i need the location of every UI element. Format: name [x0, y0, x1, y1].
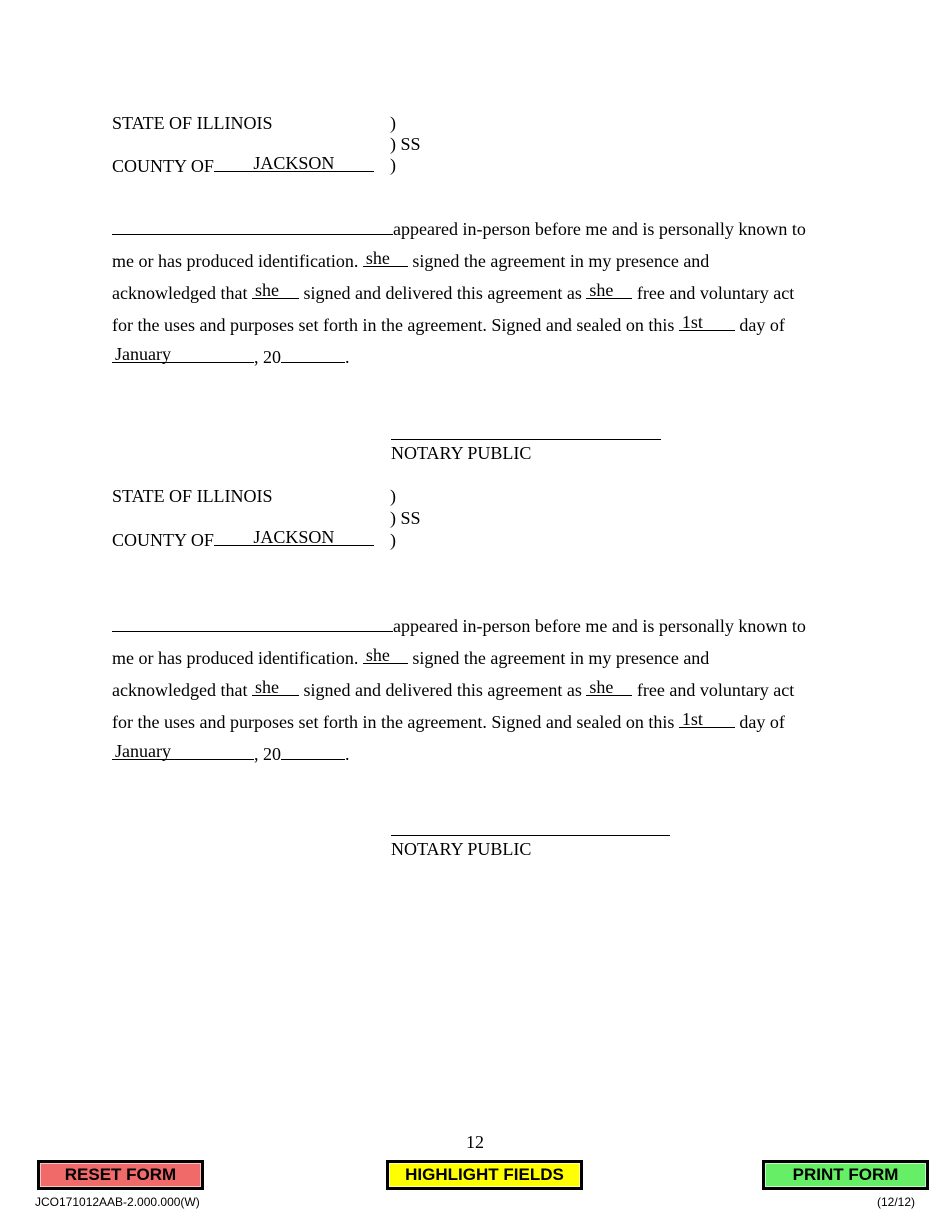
print-form-button[interactable]	[762, 1160, 929, 1190]
highlight-fields-label: HIGHLIGHT FIELDS	[389, 1163, 580, 1187]
year-field[interactable]	[281, 346, 345, 363]
ss-paren-bottom: )	[390, 155, 396, 175]
year-prefix: , 20	[254, 347, 281, 367]
notary-signature-line	[391, 439, 661, 440]
year-field[interactable]	[281, 743, 345, 760]
notary-label: NOTARY PUBLIC	[391, 443, 532, 463]
pronoun-field-2[interactable]	[252, 679, 299, 696]
line3-text-b: signed and delivered this agreement as	[303, 680, 582, 700]
line4-text-b: day of	[739, 315, 785, 335]
pronoun-field-1[interactable]	[363, 647, 408, 664]
ss-label: ) SS	[390, 134, 421, 154]
paragraph-line-1	[112, 615, 806, 637]
line4-text-b: day of	[739, 712, 785, 732]
paragraph-line-5	[112, 346, 350, 368]
paragraph-line-2	[112, 647, 709, 669]
ss-label: ) SS	[390, 508, 421, 528]
county-line	[112, 529, 374, 551]
paragraph-line-4	[112, 314, 785, 336]
pronoun-value-3: she	[589, 280, 614, 300]
period: .	[345, 347, 350, 367]
paragraph-line-3	[112, 679, 794, 701]
form-id: JCO171012AAB-2.000.000(W)	[35, 1195, 200, 1209]
page-number: 12	[466, 1132, 484, 1152]
state-label: STATE OF ILLINOIS	[112, 486, 273, 506]
pronoun-value-2: she	[254, 280, 279, 300]
line1-text: appeared in-person before me and is personally known to	[393, 219, 806, 239]
county-value: JACKSON	[253, 527, 335, 547]
county-field[interactable]	[214, 155, 374, 172]
pronoun-field-3[interactable]	[586, 282, 632, 299]
day-field[interactable]	[679, 711, 735, 728]
state-label: STATE OF ILLINOIS	[112, 113, 273, 133]
paragraph-line-3	[112, 282, 794, 304]
county-label: COUNTY OF	[112, 530, 214, 550]
pronoun-field-1[interactable]	[363, 250, 408, 267]
paragraph-line-5	[112, 743, 350, 765]
paragraph-line-4	[112, 711, 785, 733]
month-value: January	[115, 344, 171, 364]
line2-text-a: me or has produced identification.	[112, 251, 359, 271]
day-value: 1st	[681, 709, 703, 729]
page-count: (12/12)	[877, 1195, 916, 1209]
line2-text-b: signed the agreement in my presence and	[412, 648, 710, 668]
month-field[interactable]	[112, 346, 254, 363]
month-field[interactable]	[112, 743, 254, 760]
line2-text-a: me or has produced identification.	[112, 648, 359, 668]
pronoun-value-1: she	[365, 248, 390, 268]
line3-text-b: signed and delivered this agreement as	[303, 283, 582, 303]
day-field[interactable]	[679, 314, 735, 331]
line3-text-a: acknowledged that	[112, 680, 248, 700]
paragraph-line-2	[112, 250, 709, 272]
pronoun-value-3: she	[589, 677, 614, 697]
name-field[interactable]	[112, 615, 393, 632]
name-field[interactable]	[112, 218, 393, 235]
county-field[interactable]	[214, 529, 374, 546]
reset-form-button[interactable]	[37, 1160, 204, 1190]
ss-paren-top: )	[390, 113, 396, 133]
notary-signature-line	[391, 835, 670, 836]
county-line	[112, 155, 374, 177]
pronoun-field-3[interactable]	[586, 679, 632, 696]
year-prefix: , 20	[254, 744, 281, 764]
county-label: COUNTY OF	[112, 156, 214, 176]
paragraph-line-1	[112, 218, 806, 240]
line2-text-b: signed the agreement in my presence and	[412, 251, 710, 271]
ss-paren-top: )	[390, 486, 396, 506]
month-value: January	[115, 741, 171, 761]
notary-label: NOTARY PUBLIC	[391, 839, 532, 859]
pronoun-value-2: she	[254, 677, 279, 697]
day-value: 1st	[681, 312, 703, 332]
line3-text-c: free and voluntary act	[636, 680, 795, 700]
line3-text-a: acknowledged that	[112, 283, 248, 303]
line1-text: appeared in-person before me and is personally known to	[393, 616, 806, 636]
line4-text-a: for the uses and purposes set forth in the agreement. Signed and sealed on this	[112, 315, 675, 335]
period: .	[345, 744, 350, 764]
highlight-fields-button[interactable]	[386, 1160, 583, 1190]
ss-paren-bottom: )	[390, 530, 396, 550]
pronoun-value-1: she	[365, 645, 390, 665]
line4-text-a: for the uses and purposes set forth in the agreement. Signed and sealed on this	[112, 712, 675, 732]
reset-form-label: RESET FORM	[40, 1163, 201, 1187]
county-value: JACKSON	[253, 153, 335, 173]
pronoun-field-2[interactable]	[252, 282, 299, 299]
print-form-label: PRINT FORM	[765, 1163, 926, 1187]
line3-text-c: free and voluntary act	[636, 283, 795, 303]
